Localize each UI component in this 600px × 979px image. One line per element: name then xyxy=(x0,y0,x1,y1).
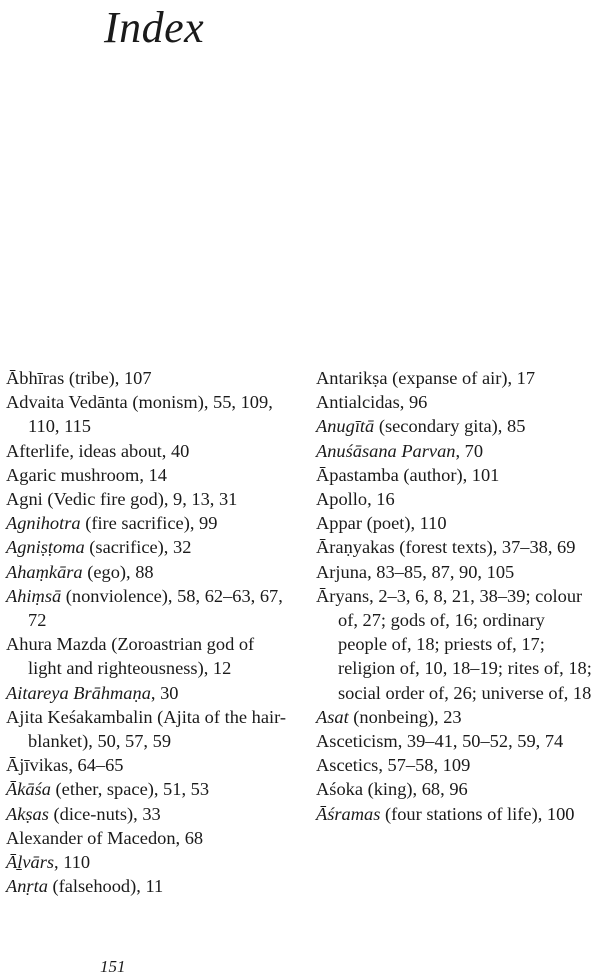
index-entry xyxy=(316,366,598,390)
index-entry-refs: , 83–85, 87, 90, 105 xyxy=(367,561,515,582)
index-entry-refs: (secondary gita), 85 xyxy=(374,416,526,437)
index-entry-refs: , ideas about, 40 xyxy=(69,440,190,461)
index-entry xyxy=(6,439,290,463)
index-entry-refs: (tribe), 107 xyxy=(64,368,152,388)
index-entry xyxy=(6,487,290,511)
index-entry xyxy=(316,463,598,487)
index-entry-refs: , 64–65 xyxy=(68,755,124,776)
index-entry-refs: (ether, space), 51, 53 xyxy=(50,779,210,800)
index-entry xyxy=(6,826,290,850)
index-entry-refs: (king), 68, 96 xyxy=(363,779,468,800)
index-entry xyxy=(6,390,290,438)
index-entry xyxy=(6,850,290,874)
index-entry-refs: , 39–41, 50–52, 59, 74 xyxy=(397,731,564,752)
index-entry xyxy=(6,560,290,584)
index-entry-refs: (fire sacrifice), 99 xyxy=(80,513,218,534)
index-entry-term: Agnihotra xyxy=(6,513,81,534)
index-entry xyxy=(316,777,598,801)
index-entry-term: Antialcidas xyxy=(316,392,400,413)
index-entry-refs: (falsehood), 11 xyxy=(47,876,164,897)
index-entry xyxy=(6,802,290,826)
index-entry-term: Ahaṃkāra xyxy=(6,561,83,582)
index-entry-term: Apollo xyxy=(316,489,368,510)
index-entry xyxy=(316,439,598,463)
index-entry xyxy=(6,874,290,898)
index-entry-term: Āḻvārs xyxy=(6,852,55,873)
index-entry-refs: , 68 xyxy=(175,827,204,848)
index-entry-term: Asceticism xyxy=(316,731,398,752)
index-entry-refs: (dice-nuts), 33 xyxy=(48,803,161,824)
index-entry-refs: , 57–58, 109 xyxy=(378,755,471,776)
index-column-left xyxy=(6,366,290,898)
index-entry xyxy=(316,584,598,705)
index-entry-refs: (nonbeing), 23 xyxy=(348,706,462,727)
index-entry-refs: (nonviolence), 58, 62–63, 67, 72 xyxy=(28,585,283,631)
index-entry-term: Appar xyxy=(316,513,362,534)
index-entry-term: Ajita Keśakambalin xyxy=(6,706,153,727)
index-entry-term: Ascetics xyxy=(316,755,379,776)
index-entry-term: Aitareya Brāhmaṇa xyxy=(6,682,151,703)
index-column-right xyxy=(316,366,598,826)
index-entry-term: Ahiṃsā xyxy=(6,585,62,606)
index-entry xyxy=(316,753,598,777)
index-entry-refs: (author), 101 xyxy=(398,464,500,485)
index-entry xyxy=(6,681,290,705)
index-entry-term: Anṛta xyxy=(6,876,48,897)
index-entry xyxy=(316,705,598,729)
index-entry-refs: , 110 xyxy=(54,852,91,873)
index-entry xyxy=(316,414,598,438)
index-entry-term: Aśoka xyxy=(316,779,363,800)
index-entry-term: Āśramas xyxy=(316,803,381,824)
index-entry-refs: , 30 xyxy=(150,682,179,703)
index-entry-refs: (ego), 88 xyxy=(82,561,154,582)
index-entry-refs: (expanse of air), 17 xyxy=(387,368,536,388)
index-entry-refs: (Vedic fire god), 9, 13, 31 xyxy=(42,489,238,510)
index-entry-term: Ājīvikas xyxy=(6,755,69,776)
index-entry-term: Anugītā xyxy=(316,416,375,437)
index-entry-term: Agniṣṭoma xyxy=(6,537,85,558)
index-entry xyxy=(6,753,290,777)
index-entry-refs: , 14 xyxy=(139,464,167,485)
index-entry-term: Arjuna xyxy=(316,561,368,582)
index-entry-term: Āpastamba xyxy=(316,464,399,485)
index-entry-refs: , 2–3, 6, 8, 21, 38–39; colour of, 27; gods of, 16; ordinary people of, 18; priests of, 17; religion of, 10, 18–19; rites of, 18; social order of, 26; universe of, 18 xyxy=(338,585,592,703)
index-entry xyxy=(316,802,598,826)
index-entry-term: Agaric mushroom xyxy=(6,464,140,485)
index-entry-term: Ākāśa xyxy=(6,779,51,800)
index-entry-term: Āraṇyakas xyxy=(316,537,395,558)
index-entry xyxy=(316,487,598,511)
index-entry xyxy=(6,632,290,680)
index-entry-refs: , 70 xyxy=(455,440,484,461)
page-title: Index xyxy=(104,3,205,52)
index-entry-refs: (four stations of life), 100 xyxy=(380,803,575,824)
index-entry xyxy=(6,366,290,390)
index-entry xyxy=(6,535,290,559)
index-entry-term: Afterlife xyxy=(6,440,70,461)
index-entry xyxy=(316,560,598,584)
index-entry-term: Advaita Vedānta xyxy=(6,392,128,413)
index-entry-refs: , 16 xyxy=(367,489,395,510)
index-entry-term: Āryans xyxy=(316,585,370,606)
index-entry-term: Anuśāsana Parvan xyxy=(316,440,456,461)
index-entry-term: Akṣas xyxy=(6,803,49,824)
index-entry-term: Agni xyxy=(6,489,43,510)
index-entry xyxy=(6,777,290,801)
index-entry-refs: (Ajita of the hair-blanket), 50, 57, 59 xyxy=(28,706,286,752)
index-entry-term: Ābhīras xyxy=(6,368,65,388)
index-entry xyxy=(316,535,598,559)
index-entry xyxy=(316,511,598,535)
index-entry xyxy=(316,390,598,414)
index-entry-term: Alexander of Macedon xyxy=(6,827,176,848)
index-entry-refs: (Zoroastrian god of light and righteousness), 12 xyxy=(28,634,255,679)
index-entry xyxy=(6,463,290,487)
index-entry xyxy=(6,584,290,632)
index-entry-refs: (forest texts), 37–38, 69 xyxy=(394,537,576,558)
index-entry-refs: , 96 xyxy=(399,392,428,413)
index-entry-refs: (sacrifice), 32 xyxy=(84,537,192,558)
index-entry-term: Ahura Mazda xyxy=(6,634,107,655)
index-entry xyxy=(6,511,290,535)
page-number: 151 xyxy=(100,957,126,976)
index-entry xyxy=(6,705,290,753)
index-entry-refs: (poet), 110 xyxy=(361,513,447,534)
index-entry-term: Antarikṣa xyxy=(316,368,388,388)
index-entry-refs: (monism), 55, 109, 110, 115 xyxy=(28,392,273,437)
index-entry xyxy=(316,729,598,753)
index-entry-term: Asat xyxy=(316,706,349,727)
